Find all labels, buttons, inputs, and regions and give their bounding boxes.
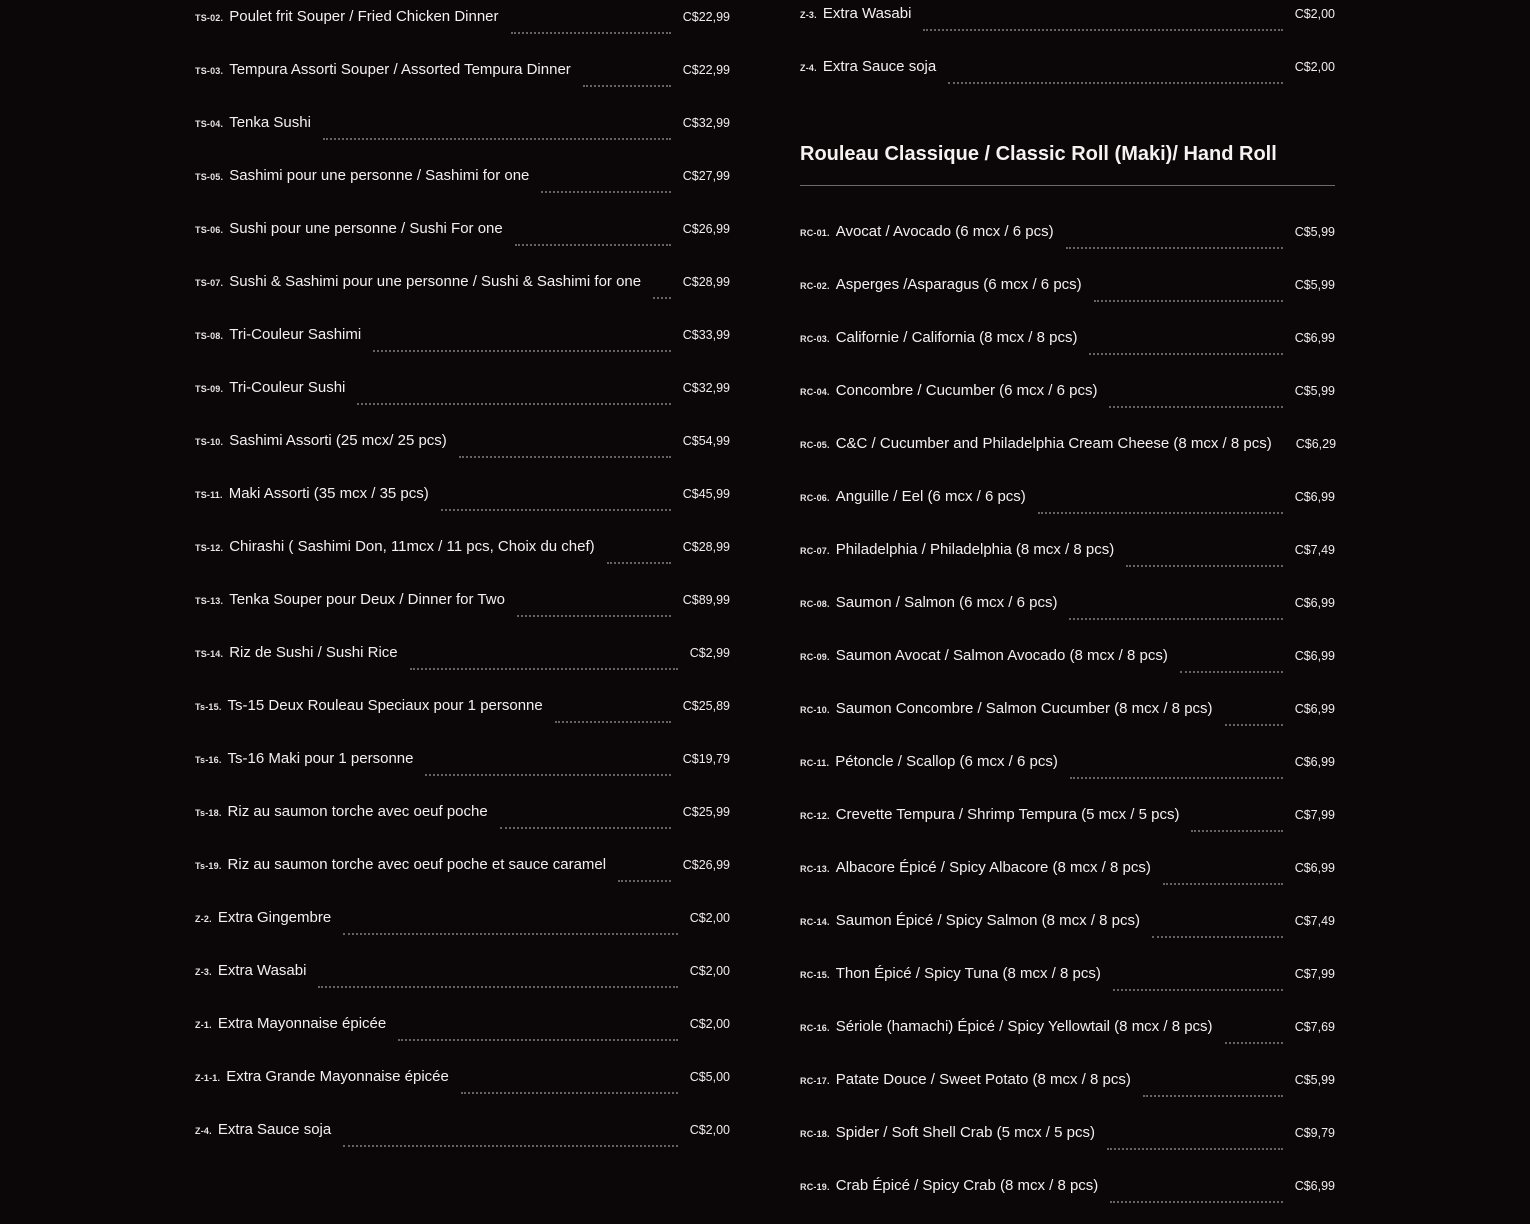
- item-code: RC-06.: [800, 493, 830, 503]
- item-name: Poulet frit Souper / Fried Chicken Dinner: [229, 8, 499, 25]
- item-code: RC-03.: [800, 334, 830, 344]
- item-code: RC-07.: [800, 546, 830, 556]
- item-code: RC-11.: [800, 758, 830, 768]
- menu-item[interactable]: [195, 1115, 730, 1168]
- menu-item[interactable]: [195, 797, 730, 850]
- item-name: Tri-Couleur Sushi: [229, 379, 346, 396]
- item-price: C$2,00: [689, 1123, 730, 1137]
- dot-leader: [1143, 1094, 1283, 1097]
- dot-leader: [653, 296, 671, 299]
- item-name: Crevette Tempura / Shrimp Tempura (5 mcx / 5 pcs): [835, 806, 1180, 823]
- item-name: Sashimi Assorti (25 mcx/ 25 pcs): [229, 432, 447, 449]
- dot-leader: [1070, 776, 1283, 779]
- item-price: C$2,00: [1294, 7, 1335, 21]
- item-price: C$6,99: [1294, 490, 1335, 504]
- item-name: Extra Sauce soja: [217, 1121, 332, 1138]
- item-name: Ts-15 Deux Rouleau Speciaux pour 1 personne: [227, 697, 543, 714]
- item-name: Albacore Épicé / Spicy Albacore (8 mcx / 8 pcs): [835, 859, 1151, 876]
- item-price: C$6,99: [1294, 1179, 1335, 1193]
- menu-item[interactable]: [800, 1065, 1335, 1118]
- item-code: TS-10.: [195, 437, 224, 447]
- dot-leader: [948, 81, 1282, 84]
- item-code: TS-04.: [195, 119, 224, 129]
- menu-item[interactable]: [800, 1118, 1335, 1171]
- dot-leader: [515, 243, 671, 246]
- menu-item[interactable]: [800, 906, 1335, 959]
- item-code: TS-05.: [195, 172, 224, 182]
- item-name: Anguille / Eel (6 mcx / 6 pcs): [835, 488, 1026, 505]
- item-price: C$26,99: [682, 858, 730, 872]
- item-code: RC-14.: [800, 917, 830, 927]
- item-price: C$22,99: [682, 10, 730, 24]
- item-price: C$54,99: [682, 434, 730, 448]
- item-code: TS-12.: [195, 543, 224, 553]
- item-code: Z-3.: [195, 967, 212, 977]
- item-price: C$6,29: [1295, 437, 1337, 451]
- item-price: C$6,99: [1294, 649, 1335, 663]
- menu-item[interactable]: [800, 429, 1335, 482]
- dot-leader: [1094, 299, 1283, 302]
- item-price: C$7,49: [1294, 914, 1335, 928]
- menu-item[interactable]: [195, 956, 730, 1009]
- menu-item[interactable]: [195, 532, 730, 585]
- menu-item[interactable]: [800, 270, 1335, 323]
- item-name: Chirashi ( Sashimi Don, 11mcx / 11 pcs, Choix du chef): [229, 538, 595, 555]
- item-name: Maki Assorti (35 mcx / 35 pcs): [228, 485, 429, 502]
- menu-item[interactable]: [800, 217, 1335, 270]
- item-code: TS-02.: [195, 13, 224, 23]
- dot-leader: [425, 773, 670, 776]
- menu-item[interactable]: [195, 585, 730, 638]
- item-name: Californie / California (8 mcx / 8 pcs): [835, 329, 1078, 346]
- item-name: Crab Épicé / Spicy Crab (8 mcx / 8 pcs): [835, 1177, 1099, 1194]
- item-price: C$7,99: [1294, 967, 1335, 981]
- item-code: Ts-19.: [195, 861, 222, 871]
- item-price: C$9,79: [1294, 1126, 1335, 1140]
- item-name: Ts-16 Maki pour 1 personne: [227, 750, 414, 767]
- dot-leader: [1069, 617, 1282, 620]
- item-code: Z-4.: [800, 63, 817, 73]
- item-code: TS-08.: [195, 331, 224, 341]
- item-name: Tenka Souper pour Deux / Dinner for Two: [229, 591, 505, 608]
- dot-leader: [1066, 246, 1283, 249]
- menu-item[interactable]: [195, 108, 730, 161]
- item-name: Sushi & Sashimi pour une personne / Sushi & Sashimi for one: [229, 273, 642, 290]
- menu-column-left: [195, 2, 730, 1168]
- item-price: C$89,99: [682, 593, 730, 607]
- menu-item[interactable]: [800, 1012, 1335, 1065]
- dot-leader: [1225, 723, 1283, 726]
- item-price: C$2,00: [689, 1017, 730, 1031]
- menu-item[interactable]: [195, 373, 730, 426]
- dot-leader: [1191, 829, 1282, 832]
- item-price: C$27,99: [682, 169, 730, 183]
- item-name: Saumon Concombre / Salmon Cucumber (8 mcx / 8 pcs): [835, 700, 1213, 717]
- item-code: RC-17.: [800, 1076, 830, 1086]
- dot-leader: [541, 190, 670, 193]
- menu-item[interactable]: [800, 0, 1335, 52]
- item-name: Spider / Soft Shell Crab (5 mcx / 5 pcs): [835, 1124, 1095, 1141]
- item-price: C$19,79: [682, 752, 730, 766]
- dot-leader: [583, 84, 671, 87]
- menu-item[interactable]: [195, 1062, 730, 1115]
- dot-leader: [343, 1144, 677, 1147]
- menu-item[interactable]: [800, 482, 1335, 535]
- item-name: Concombre / Cucumber (6 mcx / 6 pcs): [835, 382, 1098, 399]
- item-name: Extra Wasabi: [822, 5, 912, 22]
- menu-item[interactable]: [800, 535, 1335, 588]
- dot-leader: [1110, 1200, 1282, 1203]
- item-price: C$6,99: [1294, 755, 1335, 769]
- item-name: Philadelphia / Philadelphia (8 mcx / 8 pcs): [835, 541, 1115, 558]
- item-name: Asperges /Asparagus (6 mcx / 6 pcs): [835, 276, 1082, 293]
- item-code: TS-14.: [195, 649, 224, 659]
- item-price: C$33,99: [682, 328, 730, 342]
- item-price: C$22,99: [682, 63, 730, 77]
- item-name: Patate Douce / Sweet Potato (8 mcx / 8 pcs): [835, 1071, 1131, 1088]
- item-name: Extra Gingembre: [217, 909, 332, 926]
- item-code: RC-09.: [800, 652, 830, 662]
- item-name: Tempura Assorti Souper / Assorted Tempura Dinner: [229, 61, 571, 78]
- item-price: C$5,99: [1294, 1073, 1335, 1087]
- menu-column-right: [800, 0, 1335, 1224]
- dot-leader: [1109, 405, 1282, 408]
- item-price: C$5,99: [1294, 384, 1335, 398]
- item-price: C$45,99: [682, 487, 730, 501]
- menu-item[interactable]: [195, 214, 730, 267]
- dot-leader: [517, 614, 671, 617]
- dot-leader: [461, 1091, 678, 1094]
- menu-item[interactable]: [800, 694, 1335, 747]
- item-name: Saumon Avocat / Salmon Avocado (8 mcx / 8 pcs): [835, 647, 1168, 664]
- item-price: C$2,00: [689, 964, 730, 978]
- menu-item[interactable]: [800, 800, 1335, 853]
- item-name: Extra Grande Mayonnaise épicée: [226, 1068, 449, 1085]
- menu-item[interactable]: [195, 426, 730, 479]
- item-code: Z-1.: [195, 1020, 212, 1030]
- menu-item[interactable]: [800, 959, 1335, 1012]
- dot-leader: [1107, 1147, 1283, 1150]
- item-price: C$6,99: [1294, 596, 1335, 610]
- item-name: Sashimi pour une personne / Sashimi for one: [229, 167, 530, 184]
- item-price: C$6,99: [1294, 861, 1335, 875]
- item-code: Z-1-1.: [195, 1073, 221, 1083]
- item-name: Saumon Épicé / Spicy Salmon (8 mcx / 8 pcs): [835, 912, 1141, 929]
- item-price: C$2,00: [689, 911, 730, 925]
- item-name: Pétoncle / Scallop (6 mcx / 6 pcs): [835, 753, 1058, 770]
- item-price: C$32,99: [682, 116, 730, 130]
- item-price: C$28,99: [682, 540, 730, 554]
- dot-leader: [1163, 882, 1283, 885]
- menu-item[interactable]: [195, 691, 730, 744]
- menu-item[interactable]: [800, 641, 1335, 694]
- item-code: Ts-15.: [195, 702, 222, 712]
- item-code: Z-4.: [195, 1126, 212, 1136]
- item-name: Saumon / Salmon (6 mcx / 6 pcs): [835, 594, 1058, 611]
- item-code: TS-09.: [195, 384, 224, 394]
- item-name: Avocat / Avocado (6 mcx / 6 pcs): [835, 223, 1054, 240]
- menu-item[interactable]: [195, 744, 730, 797]
- dot-leader: [441, 508, 671, 511]
- item-code: TS-13.: [195, 596, 224, 606]
- menu-item[interactable]: [195, 479, 730, 532]
- item-price: C$26,99: [682, 222, 730, 236]
- dot-leader: [1152, 935, 1283, 938]
- dot-leader: [357, 402, 670, 405]
- item-name: Tenka Sushi: [229, 114, 311, 131]
- item-price: C$2,99: [689, 646, 730, 660]
- classic-roll-list: [800, 217, 1335, 1224]
- item-name: Extra Wasabi: [217, 962, 307, 979]
- menu-item[interactable]: [195, 55, 730, 108]
- item-name: Riz au saumon torche avec oeuf poche: [227, 803, 488, 820]
- dot-leader: [1113, 988, 1283, 991]
- item-code: TS-11.: [195, 490, 223, 500]
- item-code: Ts-16.: [195, 755, 222, 765]
- menu-item[interactable]: [800, 747, 1335, 800]
- item-price: C$25,89: [682, 699, 730, 713]
- item-name: Sériole (hamachi) Épicé / Spicy Yellowtail (8 mcx / 8 pcs): [835, 1018, 1213, 1035]
- item-price: C$7,99: [1294, 808, 1335, 822]
- dot-leader: [607, 561, 671, 564]
- menu-item[interactable]: [800, 853, 1335, 906]
- item-price: C$5,99: [1294, 225, 1335, 239]
- menu-item[interactable]: [195, 638, 730, 691]
- item-code: Z-2.: [195, 914, 212, 924]
- dot-leader: [500, 826, 671, 829]
- dot-leader: [1180, 670, 1283, 673]
- item-code: Z-3.: [800, 10, 817, 20]
- item-name: Tri-Couleur Sashimi: [229, 326, 362, 343]
- menu-item[interactable]: [195, 903, 730, 956]
- item-code: RC-08.: [800, 599, 830, 609]
- item-code: TS-03.: [195, 66, 224, 76]
- item-name: Extra Sauce soja: [822, 58, 937, 75]
- menu-item[interactable]: [800, 52, 1335, 105]
- item-price: C$7,69: [1294, 1020, 1335, 1034]
- dot-leader: [555, 720, 671, 723]
- item-name: Riz de Sushi / Sushi Rice: [229, 644, 398, 661]
- item-code: RC-19.: [800, 1182, 830, 1192]
- dot-leader: [318, 985, 677, 988]
- item-price: C$6,99: [1294, 331, 1335, 345]
- menu-item[interactable]: [195, 267, 730, 320]
- dot-leader: [618, 879, 671, 882]
- dot-leader: [373, 349, 671, 352]
- menu-item[interactable]: [195, 1009, 730, 1062]
- item-name: Thon Épicé / Spicy Tuna (8 mcx / 8 pcs): [835, 965, 1101, 982]
- dot-leader: [323, 137, 671, 140]
- item-code: TS-06.: [195, 225, 224, 235]
- item-code: RC-01.: [800, 228, 830, 238]
- item-code: RC-04.: [800, 387, 830, 397]
- menu-item[interactable]: [800, 588, 1335, 641]
- extras-list: [800, 0, 1335, 105]
- dot-leader: [1126, 564, 1282, 567]
- section-header: [800, 105, 1335, 186]
- item-code: RC-02.: [800, 281, 830, 291]
- item-price: C$5,00: [689, 1070, 730, 1084]
- item-name: Extra Mayonnaise épicée: [217, 1015, 387, 1032]
- dot-leader: [1038, 511, 1283, 514]
- menu-item[interactable]: [800, 376, 1335, 429]
- dot-leader: [511, 31, 671, 34]
- item-code: RC-15.: [800, 970, 830, 980]
- item-code: RC-05.: [800, 440, 830, 450]
- dot-leader: [923, 28, 1282, 31]
- menu-item[interactable]: [800, 323, 1335, 376]
- dot-leader: [398, 1038, 677, 1041]
- item-code: RC-10.: [800, 705, 830, 715]
- dot-leader: [343, 932, 677, 935]
- menu-item[interactable]: [195, 2, 730, 55]
- item-code: TS-07.: [195, 278, 224, 288]
- menu-item[interactable]: [800, 1171, 1335, 1224]
- dot-leader: [1225, 1041, 1283, 1044]
- item-price: C$2,00: [1294, 60, 1335, 74]
- item-code: RC-13.: [800, 864, 830, 874]
- menu-item[interactable]: [195, 320, 730, 373]
- menu-item[interactable]: [195, 850, 730, 903]
- item-price: C$25,99: [682, 805, 730, 819]
- item-price: C$7,49: [1294, 543, 1335, 557]
- item-code: RC-16.: [800, 1023, 830, 1033]
- item-code: Ts-18.: [195, 808, 222, 818]
- section-title: Rouleau Classique / Classic Roll (Maki)/ Hand Roll: [800, 143, 1277, 165]
- item-price: C$5,99: [1294, 278, 1335, 292]
- item-name: Sushi pour une personne / Sushi For one: [229, 220, 503, 237]
- dot-leader: [410, 667, 678, 670]
- menu-item[interactable]: [195, 161, 730, 214]
- item-code: RC-12.: [800, 811, 830, 821]
- item-name: C&C / Cucumber and Philadelphia Cream Cheese (8 mcx / 8 pcs): [835, 435, 1272, 452]
- item-price: C$32,99: [682, 381, 730, 395]
- dot-leader: [1089, 352, 1282, 355]
- item-price: C$28,99: [682, 275, 730, 289]
- item-code: RC-18.: [800, 1129, 830, 1139]
- item-price: C$6,99: [1294, 702, 1335, 716]
- item-name: Riz au saumon torche avec oeuf poche et sauce caramel: [227, 856, 607, 873]
- dot-leader: [459, 455, 671, 458]
